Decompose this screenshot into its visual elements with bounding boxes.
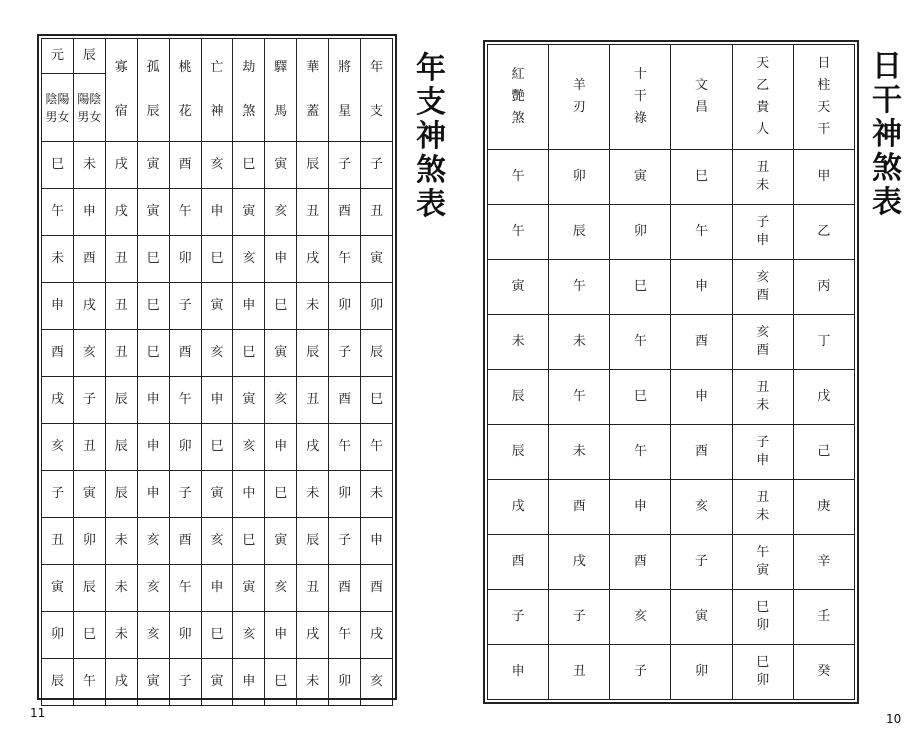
table-cell: 巳 <box>233 518 265 565</box>
table-cell: 酉 <box>361 565 393 612</box>
table-cell: 戌 <box>297 236 329 283</box>
table-cell: 卯 <box>329 471 361 518</box>
header-cell: 驛 馬 <box>265 39 297 142</box>
table-cell: 申 <box>137 424 169 471</box>
table-cell: 酉 <box>671 315 732 370</box>
header-cell: 辰 <box>73 39 105 74</box>
table-row <box>42 330 393 377</box>
header-cell: 劫 煞 <box>233 39 265 142</box>
table-cell: 子 <box>169 471 201 518</box>
table-cell: 亥 <box>201 142 233 189</box>
table-cell: 子 <box>169 659 201 706</box>
table-cell: 巳 <box>73 612 105 659</box>
header-cell: 十干祿 <box>610 45 671 150</box>
table-cell: 子 <box>671 535 732 590</box>
table-cell: 申 <box>671 260 732 315</box>
table-cell: 申 <box>361 518 393 565</box>
table-row <box>488 535 855 590</box>
table-cell: 子 <box>610 645 671 700</box>
table-row <box>488 425 855 480</box>
table-cell: 未 <box>105 518 137 565</box>
table-cell: 子 <box>329 518 361 565</box>
table-cell: 丑 <box>73 424 105 471</box>
table-cell: 未 <box>105 612 137 659</box>
table-cell: 寅 <box>671 590 732 645</box>
table-cell: 卯 <box>671 645 732 700</box>
table-cell: 丑 <box>361 189 393 236</box>
table-cell: 亥 <box>610 590 671 645</box>
table-cell: 戌 <box>488 480 549 535</box>
table-cell: 酉 <box>329 565 361 612</box>
header-cell: 日柱天干 <box>793 45 854 150</box>
page-number-right: 10 <box>886 712 902 726</box>
table-cell: 巳 <box>265 471 297 518</box>
header-cell: 將 星 <box>329 39 361 142</box>
table-cell: 丑 <box>105 283 137 330</box>
subheader-cell: 陰陽男女 <box>42 74 74 142</box>
table-cell: 午 <box>610 425 671 480</box>
table-cell: 未 <box>361 471 393 518</box>
table-cell: 未 <box>42 236 74 283</box>
table-cell: 辰 <box>105 424 137 471</box>
table-cell: 寅 <box>233 565 265 612</box>
table-cell: 卯 <box>73 518 105 565</box>
table-cell: 丑未 <box>732 150 793 205</box>
table-cell: 巳 <box>265 283 297 330</box>
table-cell: 寅 <box>137 659 169 706</box>
table-cell: 丙 <box>793 260 854 315</box>
table-cell: 巳 <box>610 370 671 425</box>
table-cell: 寅 <box>488 260 549 315</box>
table-row <box>488 480 855 535</box>
table-cell: 未 <box>549 425 610 480</box>
header-cell: 孤 辰 <box>137 39 169 142</box>
table-cell: 戌 <box>105 142 137 189</box>
table-cell: 子 <box>73 377 105 424</box>
day-stem-table <box>487 44 855 700</box>
table-cell: 酉 <box>610 535 671 590</box>
table-cell: 子 <box>42 471 74 518</box>
header-cell: 華 蓋 <box>297 39 329 142</box>
table-cell: 子 <box>549 590 610 645</box>
table-cell: 午 <box>488 205 549 260</box>
table-cell: 申 <box>671 370 732 425</box>
table-cell: 辰 <box>488 370 549 425</box>
table-cell: 亥 <box>265 565 297 612</box>
table-cell: 辛 <box>793 535 854 590</box>
table-cell: 巳 <box>42 142 74 189</box>
table-cell: 卯 <box>329 659 361 706</box>
table-cell: 卯 <box>549 150 610 205</box>
table-cell: 子 <box>361 142 393 189</box>
table-cell: 酉 <box>329 377 361 424</box>
table-cell: 辰 <box>549 205 610 260</box>
header-cell: 桃 花 <box>169 39 201 142</box>
table-cell: 申 <box>42 283 74 330</box>
table-cell: 申 <box>233 659 265 706</box>
table-row <box>42 424 393 471</box>
table-cell: 巳 <box>201 236 233 283</box>
table-cell: 卯 <box>610 205 671 260</box>
table-cell: 午 <box>329 612 361 659</box>
table-cell: 丑 <box>549 645 610 700</box>
table-cell: 巳 <box>610 260 671 315</box>
table-cell: 戌 <box>105 189 137 236</box>
table-cell: 子 <box>329 142 361 189</box>
table-row <box>42 142 393 189</box>
table-cell: 巳卯 <box>732 645 793 700</box>
table-cell: 亥 <box>233 424 265 471</box>
table-cell: 未 <box>488 315 549 370</box>
table-cell: 巳 <box>233 142 265 189</box>
table-cell: 午 <box>42 189 74 236</box>
table-cell: 寅 <box>265 142 297 189</box>
subheader-cell: 陽陰男女 <box>73 74 105 142</box>
table-cell: 未 <box>549 315 610 370</box>
table-cell: 寅 <box>265 518 297 565</box>
table-cell: 亥 <box>137 518 169 565</box>
table-cell: 亥 <box>137 612 169 659</box>
table-cell: 寅 <box>233 377 265 424</box>
table-row <box>42 659 393 706</box>
table-cell: 午 <box>671 205 732 260</box>
table-cell: 癸 <box>793 645 854 700</box>
table-cell: 申 <box>233 283 265 330</box>
table-cell: 卯 <box>42 612 74 659</box>
header-cell: 羊刃 <box>549 45 610 150</box>
table-cell: 亥 <box>73 330 105 377</box>
table-cell: 亥 <box>671 480 732 535</box>
table-cell: 巳 <box>137 330 169 377</box>
table-cell: 午 <box>329 424 361 471</box>
table-cell: 戌 <box>73 283 105 330</box>
table-row <box>488 645 855 700</box>
table-cell: 申 <box>610 480 671 535</box>
table-cell: 寅 <box>610 150 671 205</box>
table-cell: 巳 <box>361 377 393 424</box>
table-cell: 丑 <box>297 565 329 612</box>
header-cell: 亡 神 <box>201 39 233 142</box>
header-cell: 年 支 <box>361 39 393 142</box>
table-cell: 亥 <box>233 612 265 659</box>
table-cell: 卯 <box>169 424 201 471</box>
table-cell: 酉 <box>671 425 732 480</box>
table-row <box>42 189 393 236</box>
table-cell: 辰 <box>297 330 329 377</box>
table-cell: 未 <box>105 565 137 612</box>
table-cell: 寅 <box>265 330 297 377</box>
table-row <box>42 565 393 612</box>
table-cell: 亥 <box>42 424 74 471</box>
table-cell: 午 <box>488 150 549 205</box>
table-cell: 午 <box>549 260 610 315</box>
table-cell: 申 <box>265 424 297 471</box>
table-cell: 辰 <box>73 565 105 612</box>
table-cell: 巳 <box>233 330 265 377</box>
header-cell: 文昌 <box>671 45 732 150</box>
table-cell: 申 <box>265 612 297 659</box>
table-cell: 巳 <box>265 659 297 706</box>
table-cell: 巳卯 <box>732 590 793 645</box>
table-cell: 丁 <box>793 315 854 370</box>
table-cell: 午 <box>549 370 610 425</box>
table-cell: 申 <box>488 645 549 700</box>
table-cell: 戌 <box>361 612 393 659</box>
table-cell: 戌 <box>297 612 329 659</box>
table-cell: 未 <box>297 659 329 706</box>
table-cell: 酉 <box>42 330 74 377</box>
table-cell: 巳 <box>201 424 233 471</box>
page-number-left: 11 <box>30 706 46 720</box>
header-cell: 寡 宿 <box>105 39 137 142</box>
table-cell: 辰 <box>105 471 137 518</box>
table-row <box>42 377 393 424</box>
table-cell: 午 <box>329 236 361 283</box>
table-cell: 申 <box>265 236 297 283</box>
table-header-row <box>42 39 393 74</box>
table-cell: 亥酉 <box>732 260 793 315</box>
table-cell: 丑未 <box>732 480 793 535</box>
table-cell: 午 <box>169 377 201 424</box>
table-cell: 寅 <box>201 659 233 706</box>
table-cell: 寅 <box>233 189 265 236</box>
table-cell: 午 <box>169 565 201 612</box>
table-row <box>488 315 855 370</box>
table-cell: 丑未 <box>732 370 793 425</box>
table-cell: 丑 <box>42 518 74 565</box>
table-cell: 亥 <box>201 518 233 565</box>
table-cell: 丑 <box>297 377 329 424</box>
table-row <box>488 205 855 260</box>
table-cell: 丑 <box>105 330 137 377</box>
header-cell: 元 <box>42 39 74 74</box>
table-row <box>488 150 855 205</box>
table-header-row <box>488 45 855 150</box>
table-cell: 酉 <box>549 480 610 535</box>
table-cell: 乙 <box>793 205 854 260</box>
table-cell: 丑 <box>105 236 137 283</box>
table-cell: 未 <box>297 283 329 330</box>
table-cell: 巳 <box>137 236 169 283</box>
table-cell: 壬 <box>793 590 854 645</box>
table-row <box>488 590 855 645</box>
table-cell: 午 <box>610 315 671 370</box>
table-cell: 戌 <box>549 535 610 590</box>
table-cell: 戌 <box>297 424 329 471</box>
table-cell: 子 <box>329 330 361 377</box>
table-cell: 酉 <box>488 535 549 590</box>
table-cell: 申 <box>137 471 169 518</box>
table-cell: 寅 <box>73 471 105 518</box>
table-cell: 子 <box>488 590 549 645</box>
table-cell: 申 <box>73 189 105 236</box>
table-cell: 寅 <box>201 283 233 330</box>
table-row <box>42 518 393 565</box>
table-row <box>42 283 393 330</box>
table-cell: 辰 <box>105 377 137 424</box>
table-cell: 亥 <box>361 659 393 706</box>
table-cell: 巳 <box>137 283 169 330</box>
header-cell: 天乙貴人 <box>732 45 793 150</box>
table-cell: 巳 <box>671 150 732 205</box>
table-cell: 申 <box>137 377 169 424</box>
table-cell: 戌 <box>105 659 137 706</box>
table-cell: 酉 <box>73 236 105 283</box>
table-cell: 辰 <box>297 142 329 189</box>
table-cell: 亥 <box>265 189 297 236</box>
table-cell: 卯 <box>361 283 393 330</box>
table-cell: 戌 <box>42 377 74 424</box>
table-cell: 亥酉 <box>732 315 793 370</box>
table-cell: 辰 <box>297 518 329 565</box>
table-row <box>42 471 393 518</box>
table-cell: 甲 <box>793 150 854 205</box>
table-cell: 酉 <box>169 518 201 565</box>
table-row <box>42 236 393 283</box>
table-cell: 寅 <box>42 565 74 612</box>
table-cell: 卯 <box>169 236 201 283</box>
table-cell: 未 <box>297 471 329 518</box>
table-cell: 酉 <box>329 189 361 236</box>
table-cell: 申 <box>201 189 233 236</box>
table-cell: 亥 <box>233 236 265 283</box>
table-cell: 戊 <box>793 370 854 425</box>
table-cell: 子申 <box>732 205 793 260</box>
table-cell: 中 <box>233 471 265 518</box>
table-cell: 亥 <box>201 330 233 377</box>
table-cell: 酉 <box>169 330 201 377</box>
table-cell: 亥 <box>137 565 169 612</box>
table-cell: 辰 <box>361 330 393 377</box>
table-cell: 辰 <box>42 659 74 706</box>
table-cell: 午 <box>361 424 393 471</box>
table-cell: 丑 <box>297 189 329 236</box>
table-row <box>488 370 855 425</box>
table-cell: 申 <box>201 565 233 612</box>
table-cell: 午寅 <box>732 535 793 590</box>
table-cell: 午 <box>73 659 105 706</box>
table-cell: 卯 <box>329 283 361 330</box>
table-cell: 寅 <box>137 142 169 189</box>
year-branch-table <box>41 38 393 706</box>
table-cell: 寅 <box>137 189 169 236</box>
page-title-left: 年支神煞表 <box>416 51 446 222</box>
table-cell: 子 <box>169 283 201 330</box>
table-cell: 未 <box>73 142 105 189</box>
table-cell: 卯 <box>169 612 201 659</box>
table-row <box>488 260 855 315</box>
table-cell: 寅 <box>361 236 393 283</box>
table-cell: 酉 <box>169 142 201 189</box>
page-title-right: 日干神煞表 <box>872 49 902 220</box>
table-cell: 庚 <box>793 480 854 535</box>
table-cell: 申 <box>201 377 233 424</box>
header-cell: 紅艷煞 <box>488 45 549 150</box>
table-cell: 午 <box>169 189 201 236</box>
table-cell: 子申 <box>732 425 793 480</box>
table-cell: 巳 <box>201 612 233 659</box>
table-cell: 亥 <box>265 377 297 424</box>
table-cell: 己 <box>793 425 854 480</box>
table-cell: 辰 <box>488 425 549 480</box>
table-cell: 寅 <box>201 471 233 518</box>
table-row <box>42 612 393 659</box>
